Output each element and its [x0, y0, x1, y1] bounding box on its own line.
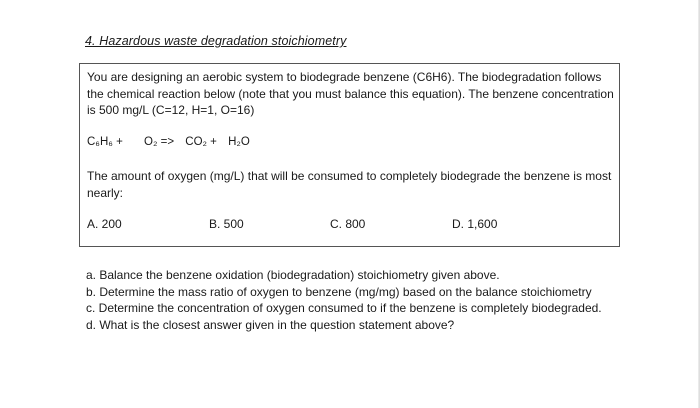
choice-c: C. 800	[330, 217, 366, 231]
choice-d: D. 1,600	[452, 217, 498, 231]
task-item-d: d. What is the closest answer given in the question statement above?	[86, 317, 455, 332]
question-paragraph: You are designing an aerobic system to biodegrade benzene (C6H6). The biodegradation follows the chemical reaction below (note that you must balance this equation). The benzene concentration is 500 mg/L (C=12, H=1, O=16)	[87, 70, 614, 117]
equation-reactant-oxygen: O₂ =>	[144, 136, 175, 148]
equation-reactant-benzene: C₆H₆ +	[87, 136, 123, 148]
equation-product-co2: CO₂ +	[185, 136, 217, 148]
question-ask: The amount of oxygen (mg/L) that will be consumed to completely biodegrade the benzene is most nearly:	[87, 169, 612, 200]
reaction-equation	[87, 136, 250, 148]
choice-b: B. 500	[209, 217, 244, 231]
task-item-b: b. Determine the mass ratio of oxygen to benzene (mg/mg) based on the balance stoichiometry	[86, 284, 592, 299]
equation-product-water: H₂O	[228, 136, 250, 148]
task-item-a: a. Balance the benzene oxidation (biodegradation) stoichiometry given above.	[86, 268, 500, 282]
question-box	[79, 63, 620, 247]
section-heading: 4. Hazardous waste degradation stoichiometry	[85, 34, 347, 48]
task-list	[86, 267, 626, 333]
task-item-c: c. Determine the concentration of oxygen consumed to if the benzene is completely biodegraded.	[86, 301, 602, 315]
choice-a: A. 200	[87, 217, 122, 231]
